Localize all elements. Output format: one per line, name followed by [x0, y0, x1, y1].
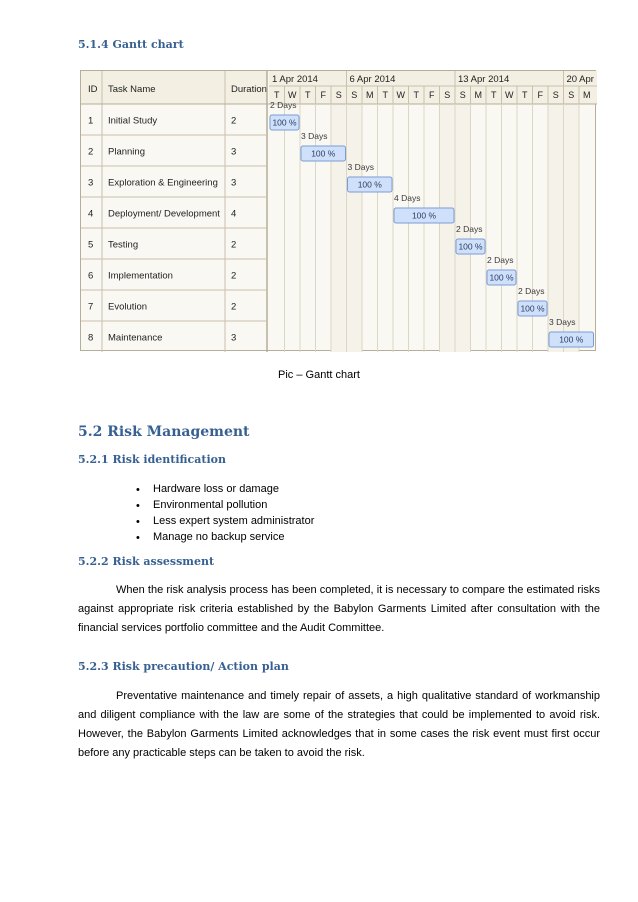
day-label: W	[505, 90, 514, 100]
col-header-duration: Duration	[231, 84, 267, 95]
weekend-column	[347, 104, 363, 352]
heading-risk-identification: 5.2.1 Risk identification	[78, 453, 226, 466]
day-label: S	[568, 90, 575, 100]
task-name: Testing	[108, 239, 139, 251]
day-label: S	[552, 90, 559, 100]
task-name: Initial Study	[108, 115, 158, 127]
task-bar-progress: 100 %	[520, 303, 545, 314]
task-bar-label: 3 Days	[347, 162, 374, 172]
task-duration: 4	[231, 208, 237, 220]
heading-gantt-chart: 5.1.4 Gantt chart	[78, 38, 184, 51]
list-item	[116, 481, 314, 497]
task-bar-progress: 100 %	[559, 334, 584, 345]
week-label: 6 Apr 2014	[349, 74, 396, 85]
week-label: 13 Apr 2014	[458, 74, 510, 85]
task-name: Exploration & Engineering	[108, 177, 218, 189]
task-duration: 3	[231, 146, 237, 158]
day-label: S	[459, 90, 466, 100]
weekend-column	[331, 104, 347, 352]
list-item	[116, 529, 314, 545]
task-bar-label: 2 Days	[487, 255, 514, 265]
task-duration: 2	[231, 115, 237, 127]
task-bar-label: 2 Days	[456, 224, 483, 234]
figure-caption: Pic – Gantt chart	[278, 369, 360, 381]
col-header-task: Task Name	[108, 84, 156, 95]
task-id: 3	[88, 177, 94, 189]
day-label: T	[522, 90, 528, 100]
task-bar-label: 3 Days	[549, 317, 576, 327]
task-duration: 2	[231, 301, 237, 313]
task-bar-progress: 100 %	[489, 272, 514, 283]
day-label: M	[366, 90, 374, 100]
weekend-column	[440, 104, 456, 352]
bullet-icon: •	[136, 484, 140, 496]
week-label: 20 Apr	[566, 74, 594, 85]
heading-risk-assessment: 5.2.2 Risk assessment	[78, 555, 215, 568]
task-duration: 3	[231, 177, 237, 189]
gantt-chart-svg	[81, 71, 597, 352]
task-name: Maintenance	[108, 332, 163, 344]
day-label: S	[335, 90, 342, 100]
list-item-text: Manage no backup service	[153, 531, 285, 543]
col-header-id: ID	[88, 84, 98, 95]
task-bar-label: 4 Days	[394, 193, 421, 203]
day-label: F	[537, 90, 543, 100]
day-label: S	[444, 90, 451, 100]
heading-risk-management: 5.2 Risk Management	[78, 424, 250, 440]
task-duration: 3	[231, 332, 237, 344]
day-label: F	[429, 90, 435, 100]
task-duration: 2	[231, 239, 237, 251]
day-label: T	[382, 90, 388, 100]
day-label: T	[305, 90, 311, 100]
risk-precaution-text: Preventative maintenance and timely repair of assets, a high qualitative standard of workmanship and diligent compliance with the law are some of the strategies that could be implemented to avoid risk. However, the Babylon Garments Limited acknowledges that in some cases the risk event must first occur before any practicable steps can be taken to avoid the risk.	[78, 690, 600, 759]
day-label: T	[274, 90, 280, 100]
gantt-chart	[80, 70, 596, 351]
day-label: F	[320, 90, 326, 100]
week-label: 1 Apr 2014	[272, 74, 318, 85]
day-label: W	[288, 90, 297, 100]
bullet-icon: •	[136, 516, 140, 528]
day-label: W	[396, 90, 405, 100]
list-item-text: Hardware loss or damage	[153, 483, 279, 495]
task-bar-progress: 100 %	[272, 117, 297, 128]
bullet-icon: •	[136, 532, 140, 544]
risk-assessment-paragraph	[78, 581, 600, 638]
task-id: 4	[88, 208, 94, 220]
weekend-column	[548, 104, 564, 352]
day-label: S	[351, 90, 358, 100]
risk-assessment-text: When the risk analysis process has been completed, it is necessary to compare the estimated risks against appropriate risk criteria established by the Babylon Garments Limited after consultation with the financial services portfolio committee and the Audit Committee.	[78, 584, 600, 634]
task-bar-label: 3 Days	[301, 131, 328, 141]
day-label: T	[413, 90, 419, 100]
task-name: Implementation	[108, 270, 173, 282]
task-bar-progress: 100 %	[458, 241, 483, 252]
day-label: M	[583, 90, 591, 100]
list-item-text: Environmental pollution	[153, 499, 268, 511]
task-id: 6	[88, 270, 94, 282]
task-duration: 2	[231, 270, 237, 282]
task-name: Planning	[108, 146, 145, 158]
task-name: Evolution	[108, 301, 148, 313]
risk-precaution-paragraph	[78, 687, 600, 763]
task-id: 7	[88, 301, 94, 313]
risk-list	[116, 481, 314, 545]
task-bar-label: 2 Days	[270, 100, 297, 110]
weekend-column	[564, 104, 580, 352]
task-bar-label: 2 Days	[518, 286, 545, 296]
heading-risk-precaution: 5.2.3 Risk precaution/ Action plan	[78, 660, 289, 673]
day-label: M	[474, 90, 482, 100]
list-item-text: Less expert system administrator	[153, 515, 315, 527]
task-bar-progress: 100 %	[311, 148, 336, 159]
bullet-icon: •	[136, 500, 140, 512]
task-bar-progress: 100 %	[357, 179, 382, 190]
task-bar-progress: 100 %	[411, 210, 437, 221]
week-header-bg	[269, 71, 597, 86]
task-id: 5	[88, 239, 94, 251]
task-id: 8	[88, 332, 94, 344]
day-label: T	[491, 90, 497, 100]
list-item	[116, 497, 314, 513]
task-id: 2	[88, 146, 94, 158]
task-name: Deployment/ Development	[108, 208, 220, 220]
list-item	[116, 513, 314, 529]
task-id: 1	[88, 115, 94, 127]
